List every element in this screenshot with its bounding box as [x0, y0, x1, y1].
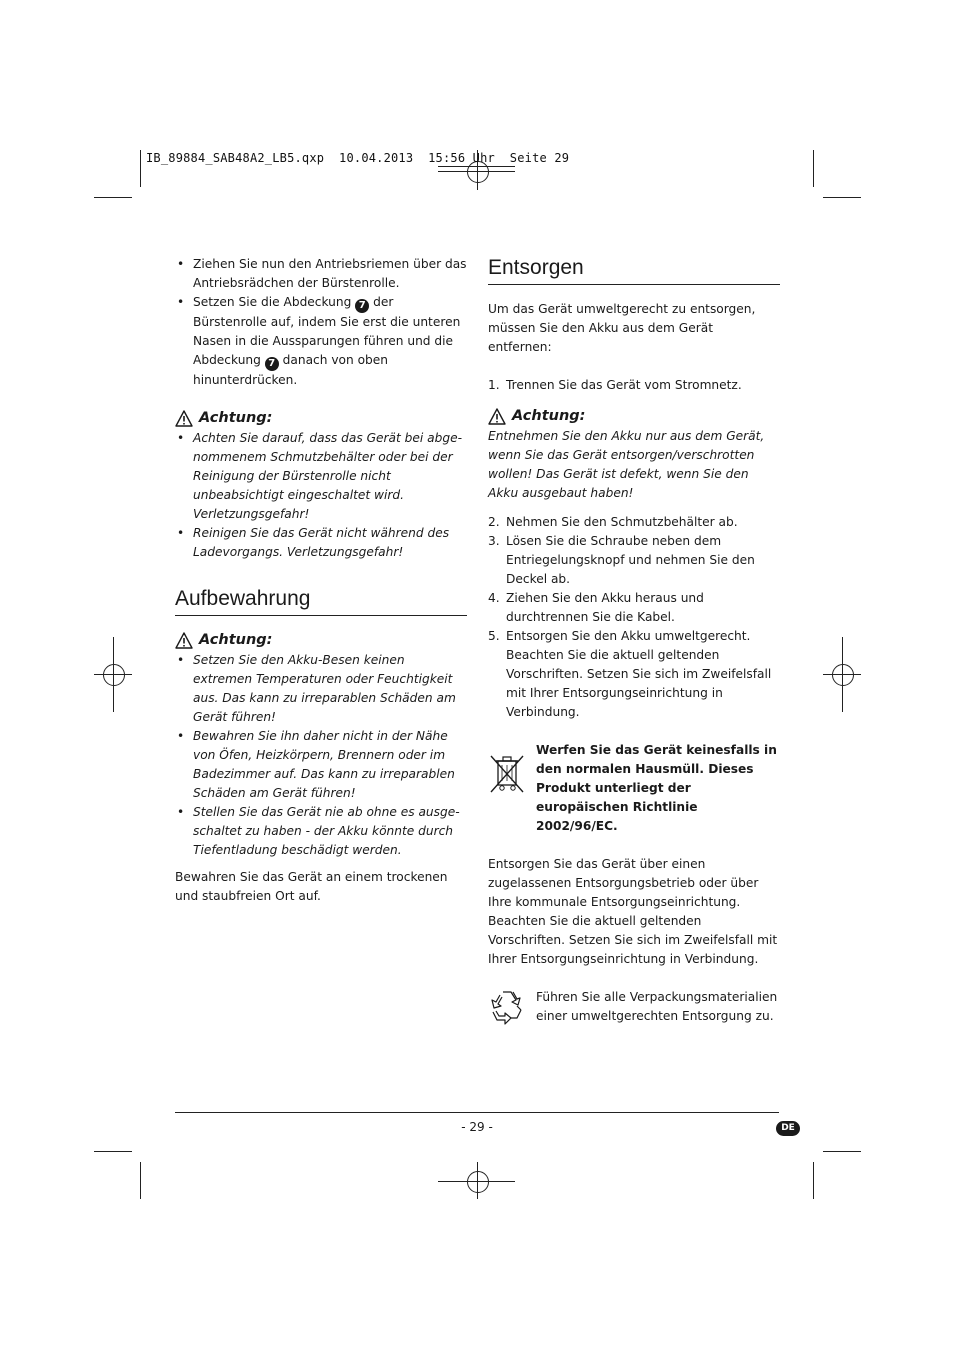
list-item: • Bewahren Sie ihn daher nicht in der Nähe von Öfen, Heizkörpern, Brennern oder im Badezimmer auf. Das kann zu irreparablen Schäden am Gerät führen!: [175, 727, 467, 803]
weee-notice-text: Werfen Sie das Gerät keinesfalls in den normalen Hausmüll. Dieses Produkt unterliegt der europäischen Richtlinie 2002/96/EC.: [536, 743, 777, 833]
registration-circle: [467, 1171, 489, 1193]
list-item: 1. Trennen Sie das Gerät vom Stromnetz.: [488, 378, 742, 392]
recycling-notice: [488, 988, 780, 1026]
intro-list: [175, 255, 467, 390]
print-slug: IB_89884_SAB48A2_LB5.qxp 10.04.2013 15:56 Uhr Seite 29: [146, 151, 570, 165]
step-list-1: [488, 376, 780, 395]
cover-number-badge: 7: [265, 357, 279, 371]
storage-closing-text: Bewahren Sie das Gerät an einem trockenen und staubfreien Ort auf.: [175, 870, 448, 903]
disposal-intro: Um das Gerät umweltgerecht zu entsorgen, müssen Sie den Akku aus dem Gerät entfernen:: [488, 302, 756, 354]
language-badge: DE: [776, 1121, 800, 1136]
disposal-warning-text: Entnehmen Sie den Akku nur aus dem Gerät, wenn Sie das Gerät entsorgen/verschrotten wollen! Das Gerät ist defekt, wenn Sie den Akku ausgebaut haben!: [488, 429, 765, 500]
registration-circle: [103, 664, 125, 686]
registration-circle: [832, 664, 854, 686]
crop-mark: [94, 197, 132, 198]
left-column: [175, 255, 467, 906]
list-item: 5. Entsorgen Sie den Akku umweltgerecht. Beachten Sie die aktuell geltenden Vorschriften. Setzen Sie sich im Zweifelsfall mit Ihrer Entsorgungseinrichtung in Verbindung.: [488, 629, 772, 719]
warning-triangle-icon: [488, 408, 506, 425]
disposal-text: Beachten Sie die aktuell geltenden Vorschriften. Setzen Sie sich im Zweifelsfall mit Ihrer Entsorgungseinrichtung in Verbindung.: [488, 914, 778, 966]
list-item: • Achten Sie darauf, dass das Gerät bei abgenommenem Schmutzbehälter oder bei der Reinigung der Bürstenrolle nicht unbeabsichtigt eingeschaltet wird. Verletzungsgefahr!: [175, 429, 467, 524]
cover-number-badge: 7: [355, 299, 369, 313]
crop-mark: [140, 150, 141, 187]
crop-mark: [823, 197, 861, 198]
list-item: 3. Lösen Sie die Schraube neben dem Entriegelungsknopf und nehmen Sie den Deckel ab.: [488, 534, 755, 586]
list-item: • Setzen Sie den Akku-Besen keinen extremen Temperaturen oder Feuchtigkeit aus. Das kann zu irreparablen Schäden am Gerät führen!: [175, 651, 467, 727]
list-item: 4. Ziehen Sie den Akku heraus und durchtrennen Sie die Kabel.: [488, 591, 704, 624]
crop-mark: [813, 150, 814, 187]
crop-mark: [813, 1162, 814, 1199]
page-number: - 29 -: [461, 1120, 493, 1134]
crop-mark: [94, 1151, 132, 1152]
footer-rule: [175, 1112, 779, 1113]
warning-heading: Achtung:: [175, 407, 467, 429]
list-item: 2. Nehmen Sie den Schmutzbehälter ab.: [488, 515, 738, 529]
crop-mark: [823, 1151, 861, 1152]
step-list-2: [488, 513, 780, 722]
recycle-icon: [488, 988, 526, 1026]
right-column: [488, 255, 780, 1026]
list-item: • Setzen Sie die Abdeckung 7 der Bürstenrolle auf, indem Sie erst die unteren Nasen in die Aussparungen führen und die Abdeckung 7 danach von oben hinunterdrücken.: [175, 293, 467, 390]
weee-notice: [488, 741, 780, 836]
disposal-text: Entsorgen Sie das Gerät über einen zugelassenen Entsorgungsbetrieb oder über Ihre kommunale Entsorgungseinrichtung.: [488, 857, 759, 909]
section-title-storage: Aufbewahrung: [175, 586, 467, 616]
print-slug-underline: [438, 166, 515, 167]
recycling-text: Führen Sie alle Verpackungsmaterialien einer umweltgerechten Entsorgung zu.: [536, 990, 778, 1023]
section-title-disposal: Entsorgen: [488, 255, 780, 285]
warning-triangle-icon: [175, 632, 193, 649]
list-item: • Stellen Sie das Gerät nie ab ohne es ausgeschaltet zu haben - der Akku könnte durch Tiefentladung beschädigt werden.: [175, 803, 467, 860]
list-item: • Ziehen Sie nun den Antriebsriemen über das Antriebsrädchen der Bürstenrolle.: [175, 255, 467, 293]
storage-warning-list: [175, 651, 467, 860]
warning-triangle-icon: [175, 410, 193, 427]
crop-mark: [140, 1162, 141, 1199]
warning-heading: Achtung:: [488, 405, 780, 427]
crossed-bin-icon: [488, 753, 526, 795]
warning-heading: Achtung:: [175, 629, 467, 651]
list-item: • Reinigen Sie das Gerät nicht während des Ladevorgangs. Verletzungsgefahr!: [175, 524, 467, 562]
warning-list: [175, 429, 467, 562]
